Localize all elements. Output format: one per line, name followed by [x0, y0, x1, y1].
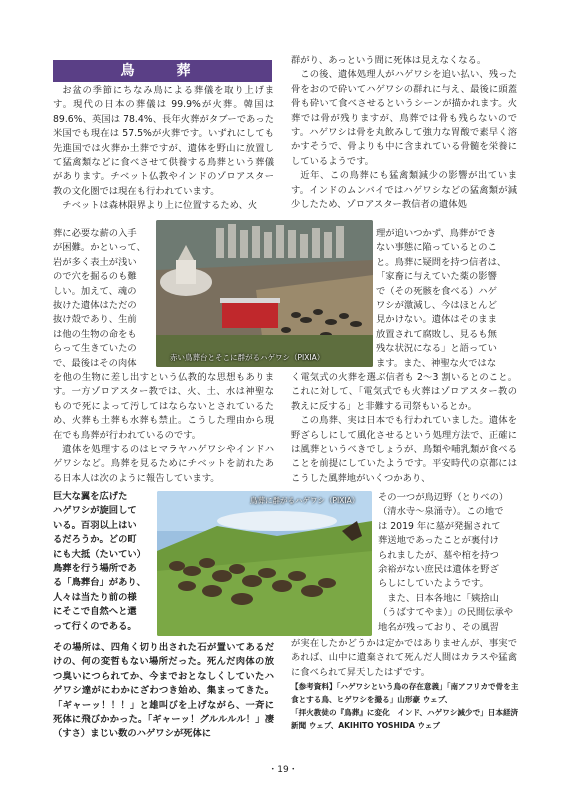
text-line: また、日本各地に「姨捨山	[378, 592, 499, 604]
left-mid	[53, 371, 274, 486]
reference-line: 【参考資料】「ハゲワシという鳥の存在意義」「南アフリカで骨を主食とする鳥、ヒゲワシを撮る」山形豪 ウェブ、	[291, 682, 519, 704]
text-line: る「鳥葬台」があり、	[53, 577, 146, 589]
text-line: いる。百羽以上はい	[53, 519, 137, 531]
bird-burial-platform-photo	[156, 220, 373, 367]
text-line: は 2019 年に墓が発掘されて	[378, 520, 501, 532]
text-line: らしにしていたようです。	[378, 578, 489, 590]
text-line: 見かけない。遺体はそのまま	[376, 314, 497, 326]
text-line: 岩が多く表土が浅い	[53, 256, 137, 268]
text-line: られましたが、墓や棺を持つ	[378, 549, 499, 561]
left-wrap-text	[53, 227, 153, 371]
text-line: が困難。かといって、	[53, 242, 146, 254]
text-line: しい。加えて、魂の	[53, 285, 137, 297]
paragraph: この鳥葬、実は日本でも行われていました。遺体を野ざらしにして風化させるという処理方法で、正確には風葬というべきでしょうが、鳥類や哺乳類が食べることを前提にしていたようです。平安時代の京都にはこうした風葬地がいくつかあり、	[291, 415, 517, 484]
text-line: ワシが激減し、今はほとんど	[376, 300, 497, 312]
right-mid	[291, 371, 517, 486]
text-line: 葬に必要な薪の入手	[53, 228, 137, 239]
left-bottom	[53, 641, 274, 742]
reference-line: 「拝火教徒の『鳥葬』に変化 インド、ハゲワシ減少で」日本経済新聞 ウェブ、AKIHITO YOSHIDA ウェブ	[291, 708, 519, 730]
paragraph: 遺体を処理するのはヒマラヤハゲワシやインドハゲワシなど。鳥葬を見るためにチベットを訪れたある日本人は次のように報告しています。	[53, 444, 274, 484]
text-line: 残な状況になる」と語ってい	[376, 343, 497, 355]
references	[291, 680, 521, 732]
text-line: ます。また、神聖な火ではな	[376, 357, 497, 369]
right-top	[291, 54, 517, 212]
text-line: 抜け殻であり、生前	[53, 314, 137, 326]
text-line: 抜けた遺体はただの	[53, 300, 137, 312]
text-line: 鳥葬を行う場所であ	[53, 563, 137, 575]
text-line: 放置されて腐敗し、見るも無	[376, 328, 497, 340]
text-line: にも大抵（たいてい）	[53, 548, 146, 560]
photo-illustration	[157, 491, 372, 636]
right-bottom	[291, 637, 517, 680]
text-line: って行くのである。	[53, 620, 137, 632]
text-line: 「家畜に与えていた薬の影響	[376, 271, 497, 283]
text-line: その一つが鳥辺野（とりべの）	[378, 492, 509, 503]
text-line: （清水寺～泉涌寺）。この地で	[378, 506, 504, 518]
paragraph: この後、遺体処理人がハゲワシを追い払い、残った骨をおので砕いてハゲワシの群れに与え、最後に頭蓋骨も砕いて食べさせるというシーンが描かれます。火葬では骨が残りますが、鳥葬では骨も残らないのです。ハゲワシは骨を丸飲みして強力な胃酸で素早く溶かすそうで、骨よりも中に含まれている骨髄を栄養にしているようです。	[291, 69, 517, 167]
page-number: ・19・	[268, 765, 298, 775]
text-line: で、最後はその肉体	[53, 357, 137, 369]
photo2-caption: 鳥葬に群がるハゲワシ（PIXIA）	[250, 496, 360, 505]
paragraph: チベットは森林限界より上に位置するため、火	[62, 200, 258, 212]
text-line: 巨大な翼を広げた	[53, 491, 128, 502]
left-quote-wrap	[53, 490, 155, 634]
text-line: は他の生物の命をも	[53, 328, 137, 340]
text-line: ので穴を掘るのも難	[53, 271, 137, 283]
text-line: 余裕がない庶民は遺体を野ざ	[378, 564, 499, 576]
paragraph: 群がり、あっという間に死体は見えなくなる。	[291, 55, 487, 66]
text-line: ハゲワシが旋回して	[53, 505, 137, 517]
paragraph: く電気式の火葬を選ぶ信者も 2～3 割いるとのこと。これに対して、「電気式でも火葬はゾロアスター教の教えに反する」と非難する司祭もいるとか。	[291, 372, 517, 412]
text-line: ない事態に陥っているとのこ	[376, 242, 497, 254]
text-line: 理が追いつかず、鳥葬ができ	[376, 228, 497, 239]
photo1-caption: 赤い鳥葬台とそこに群がるハゲワシ（PIXIA）	[170, 353, 325, 362]
paragraph: お盆の季節にちなみ鳥による葬儀を取り上げます。現代の日本の葬儀は 99.9%が火葬。韓国は 89.6%、英国は 78.4%、長年火葬がタブーであった米国でも現在は 57.5%が火葬です。いずれにしても先進国では火葬か土葬ですが、遺体を野山に放置して猛禽類などに食べさせて供養する鳥葬という葬儀があります。チベット仏教やインドのゾロアスター教の文化圏では現在も行われています。	[53, 85, 274, 197]
photo-illustration	[156, 220, 373, 367]
paragraph: その場所は、四角く切り出された石が置いてあるだけの、何の変哲もない場所だった。死んだ肉体の放つ臭いにつられてか、今までおとなしくしていたハゲワシ達がにわかにざわつき始め、集まってきた。「ギャーッ！！！」と雄叫びを上げながら、一斉に死体に飛びかかった。「ギャーッ！グルルルル！」凄（すさ）まじい数のハゲワシが死体に	[53, 642, 274, 740]
page-title: 鳥 葬	[53, 60, 272, 82]
text-line: 地名が残っており、その風習	[378, 621, 499, 633]
paragraph: が実在したかどうかは定かではありませんが、事実であれば、山中に遺棄されて死んだ人間はカラスや猛禽に食べられて昇天したはずです。	[291, 638, 517, 678]
text-line: 葬送地であったことが裏付け	[378, 535, 499, 547]
text-line: と。鳥葬に疑問を持つ信者は、	[376, 256, 507, 268]
text-line: にそこで自然へと還	[53, 606, 137, 618]
text-line: らって生きていたの	[53, 343, 137, 355]
text-line: 人々は当たり前の様	[53, 591, 137, 603]
right-wrap-text	[376, 227, 518, 371]
vultures-photo	[157, 491, 372, 636]
paragraph: を他の生物に差し出すという仏教的な思想もあります。一方ゾロアスター教では、火、土、水は神聖なもので死によって汚してはならないとされているため、火葬も土葬も水葬も禁止。こうした理由から現在でも鳥葬が行われているのです。	[53, 372, 274, 441]
text-line: で（その死骸を食べる）ハゲ	[376, 285, 497, 297]
text-line: （うばすてやま）」の民間伝承や	[378, 607, 514, 619]
right-wrap-text-2	[378, 491, 518, 635]
left-intro	[53, 84, 274, 214]
paragraph: 近年、この鳥葬にも猛禽類減少の影響が出ています。インドのムンバイではハゲワシなどの猛禽類が減少したため、ゾロアスター教信者の遺体処	[291, 170, 517, 211]
text-line: るだろうか。どの町	[53, 534, 137, 546]
